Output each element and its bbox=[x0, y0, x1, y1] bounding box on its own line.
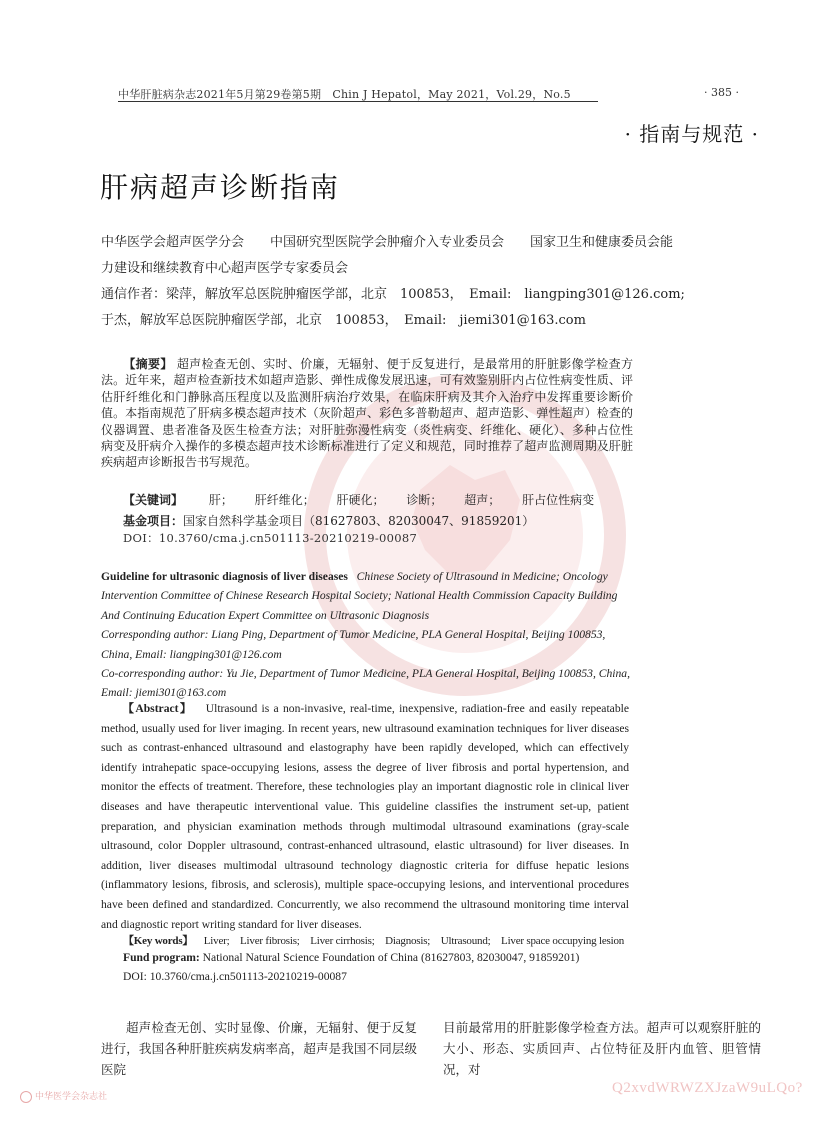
keywords-en bbox=[123, 932, 632, 948]
author-line-2: 力建设和继续教育中心超声医学专家委员会 bbox=[101, 261, 349, 276]
corresponding-line-2: 于杰，解放军总医院肿瘤医学部，北京 100853， Email: jiemi301@163.com bbox=[101, 313, 586, 328]
fund-cn bbox=[123, 512, 534, 529]
abstract-cn bbox=[101, 356, 633, 471]
page-number: · 385 · bbox=[704, 86, 739, 99]
keyword-en: Liver fibrosis; bbox=[240, 935, 300, 947]
publisher-logo-icon bbox=[20, 1091, 32, 1103]
author-affiliations bbox=[101, 230, 685, 334]
running-head-rule bbox=[118, 101, 598, 102]
keywords-cn bbox=[123, 491, 612, 508]
english-title: Guideline for ultrasonic diagnosis of liver diseases bbox=[101, 570, 348, 583]
publisher-logo bbox=[20, 1089, 107, 1103]
section-label: · 指南与规范 · bbox=[624, 122, 759, 146]
english-front-matter bbox=[101, 567, 633, 703]
abstract-en-label: 【Abstract】 bbox=[121, 702, 193, 715]
corresponding-line-1: 通信作者：梁萍，解放军总医院肿瘤医学部，北京 100853， Email: liangping301@126.com; bbox=[101, 287, 685, 302]
keyword-en: Liver cirrhosis; bbox=[310, 935, 375, 947]
abstract-en bbox=[101, 699, 629, 934]
keyword-en: Diagnosis; bbox=[385, 935, 431, 947]
doi-en: DOI: 10.3760/cma.j.cn501113-20210219-00087 bbox=[123, 970, 347, 983]
keyword-en: Liver; bbox=[203, 935, 230, 947]
doi-cn: DOI：10.3760/cma.j.cn501113-20210219-00087 bbox=[123, 531, 418, 545]
abstract-en-text: Ultrasound is a non-invasive, real-time, inexpensive, radiation-free and easily repeatable method, usually used for liver imaging. In recent years, new ultrasound examination techniques for liver diseases such as contrast-enhanced ultrasound and elastography have been rapidly developed, which can effectively identify intrahepatic space-occupying lesions, assess the degree of liver fibrosis and portal hypertension, and monitor the effects of treatment. Therefore, these technologies play an important diagnostic role in clinical liver diseases and have therapeutic interventional value. This guideline classifies the instrument set-up, patient preparation, and physician examination methods through multimodal ultrasound examinations (gray-scale ultrasound, color Doppler ultrasound, contrast-enhanced ultrasound, elastic ultrasound) for liver diseases. In addition, liver diseases multimodal ultrasound technology diagnostic criteria for diffuse hepatic lesions (inflammatory lesions, fibrosis, and sclerosis), multiple space-occupying lesions, and interventional procedures have been defined and standardized. Concurrently, we also recommend the ultrasound monitoring time interval and diagnostic report writing standard for liver diseases. bbox=[101, 702, 629, 931]
fund-cn-text: 国家自然科学基金项目（81627803、82030047、91859201） bbox=[183, 514, 535, 528]
keyword-cn: 肝纤维化； bbox=[254, 493, 315, 507]
footer-code: Q2xvdWRWZXJzaW9uLQo? bbox=[612, 1080, 803, 1096]
fund-en-label: Fund program: bbox=[123, 951, 200, 964]
running-head: 中华肝脏病杂志2021年5月第29卷第5期 Chin J Hepatol，May 2021，Vol.29，No.5 bbox=[118, 88, 571, 101]
abstract-cn-text: 超声检查无创、实时、价廉，无辐射、便于反复进行，是最常用的肝脏影像学检查方法。近年来，超声检查新技术如超声造影、弹性成像发展迅速，可有效鉴别肝内占位性病变性质、评估肝纤维化和门静脉高压程度以及监测肝病治疗效果，在临床肝病及其介入治疗中发挥重要诊断价值。本指南规范了肝病多模态超声技术（灰阶超声、彩色多普勒超声、超声造影、弹性超声）检查的仪器调置、患者准备及医生检查方法；对肝脏弥漫性病变（炎性病变、纤维化、硬化）、多种占位性病变及肝病介入操作的多模态超声技术诊断标准进行了定义和规范，同时推荐了超声监测周期及肝脏疾病超声诊断报告书写规范。 bbox=[101, 357, 633, 470]
keyword-en: Liver space occupying lesion bbox=[501, 935, 625, 947]
article-title: 肝病超声诊断指南 bbox=[100, 171, 341, 204]
abstract-cn-label: 【摘要】 bbox=[123, 357, 173, 371]
keyword-cn: 肝； bbox=[208, 493, 233, 507]
english-co-corresponding-author: Co-corresponding author: Yu Jie, Department of Tumor Medicine, PLA General Hospital, Beijing 100853, China, Email: jiemi301@163.com bbox=[101, 667, 630, 700]
body-column-right: 目前最常用的肝脏影像学检查方法。超声可以观察肝脏的大小、形态、实质回声、占位特征及肝内血管、胆管情况，对 bbox=[443, 1020, 761, 1077]
publisher-name: 中华医学会杂志社 bbox=[35, 1092, 108, 1102]
author-line-1: 中华医学会超声医学分会 中国研究型医院学会肿瘤介入专业委员会 国家卫生和健康委员会能 bbox=[101, 235, 674, 250]
keyword-cn: 超声； bbox=[464, 493, 501, 507]
keyword-en: Ultrasound; bbox=[440, 935, 491, 947]
keywords-en-label: 【Key words】 bbox=[123, 935, 194, 947]
keywords-cn-label: 【关键词】 bbox=[123, 493, 184, 507]
english-corresponding-author: Corresponding author: Liang Ping, Department of Tumor Medicine, PLA General Hospital, Beijing 100853, China, Email: liangping301@126.com bbox=[101, 628, 606, 661]
fund-cn-label: 基金项目： bbox=[123, 514, 184, 528]
body-column-left: 超声检查无创、实时显像、价廉，无辐射、便于反复进行，我国各种肝脏疾病发病率高，超声是我国不同层级医院 bbox=[101, 1020, 417, 1077]
keyword-cn: 肝占位性病变 bbox=[522, 493, 595, 507]
fund-en bbox=[123, 951, 579, 964]
english-organizations: Chinese Society of Ultrasound in Medicine; Oncology Intervention Committee of Chinese Research Hospital Society; National Health Commission Capacity Building And Continuing Education Expert Committee on Ultrasonic Diagnosis bbox=[101, 570, 618, 622]
keyword-cn: 肝硬化； bbox=[336, 493, 385, 507]
keyword-cn: 诊断； bbox=[406, 493, 443, 507]
fund-en-text: National Natural Science Foundation of China (81627803, 82030047, 91859201) bbox=[202, 951, 580, 964]
